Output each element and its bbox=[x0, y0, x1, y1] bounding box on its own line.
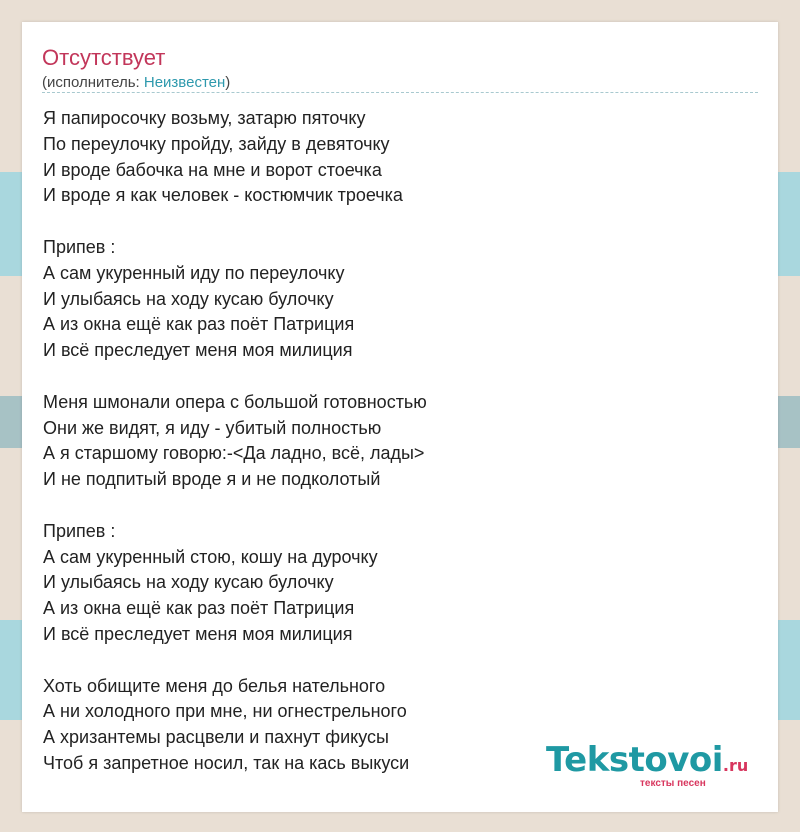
lyric-line: И улыбаясь на ходу кусаю булочку bbox=[43, 288, 334, 309]
stanza-break bbox=[43, 209, 763, 235]
stanza-break bbox=[43, 493, 763, 519]
lyric-line: А я старшому говорю:-<Да ладно, всё, лады> bbox=[43, 443, 425, 464]
lyric-line: Хоть обищите меня до белья нательного bbox=[43, 675, 386, 696]
logo-name: Tekstovoi bbox=[546, 740, 723, 780]
stanza-break bbox=[43, 648, 763, 674]
lyric-line: И улыбаясь на ходу кусаю булочку bbox=[43, 572, 334, 593]
lyric-line: Они же видят, я иду - убитый полностью bbox=[43, 417, 382, 438]
lyric-line: А сам укуренный иду по переулочку bbox=[43, 262, 345, 283]
lyric-line: И вроде бабочка на мне и ворот стоечка bbox=[43, 159, 382, 180]
lyric-line: И всё преследует меня моя милиция bbox=[43, 623, 353, 644]
lyric-line: А из окна ещё как раз поёт Патриция bbox=[43, 598, 355, 619]
lyric-line: А хризантемы расцвели и пахнут фикусы bbox=[43, 727, 389, 748]
lyric-line: Я папиросочку возьму, затарю пяточку bbox=[43, 108, 366, 128]
lyric-line: И всё преследует меня моя милиция bbox=[43, 340, 353, 361]
artist-line bbox=[42, 73, 230, 93]
lyric-line: Припев : bbox=[43, 236, 116, 257]
lyric-line: И вроде я как человек - костюмчик троечка bbox=[43, 185, 403, 206]
lyric-line: Чтоб я запретное носил, так на кась выкуси bbox=[43, 752, 410, 773]
stanza-break bbox=[43, 364, 763, 390]
lyrics-text bbox=[43, 106, 763, 777]
lyrics-card bbox=[22, 22, 778, 812]
logo-tagline: тексты песен bbox=[640, 778, 706, 789]
lyric-line: А из окна ещё как раз поёт Патриция bbox=[43, 314, 355, 335]
artist-prefix: (исполнитель: bbox=[42, 74, 144, 91]
artist-link[interactable]: Неизвестен bbox=[143, 74, 226, 91]
lyric-line: По переулочку пройду, зайду в девяточку bbox=[43, 133, 390, 154]
lyric-line: А сам укуренный стою, кошу на дурочку bbox=[43, 546, 378, 567]
logo-tld: .ru bbox=[722, 756, 749, 775]
song-title: Отсутствует bbox=[42, 45, 166, 70]
artist-suffix: ) bbox=[225, 74, 231, 91]
lyric-line: А ни холодного при мне, ни огнестрельного bbox=[43, 701, 407, 722]
lyric-line: Меня шмонали опера с большой готовностью bbox=[43, 391, 427, 412]
lyric-line: Припев : bbox=[43, 520, 116, 541]
divider bbox=[42, 92, 758, 93]
lyric-line: И не подпитый вроде я и не подколотый bbox=[43, 469, 381, 490]
